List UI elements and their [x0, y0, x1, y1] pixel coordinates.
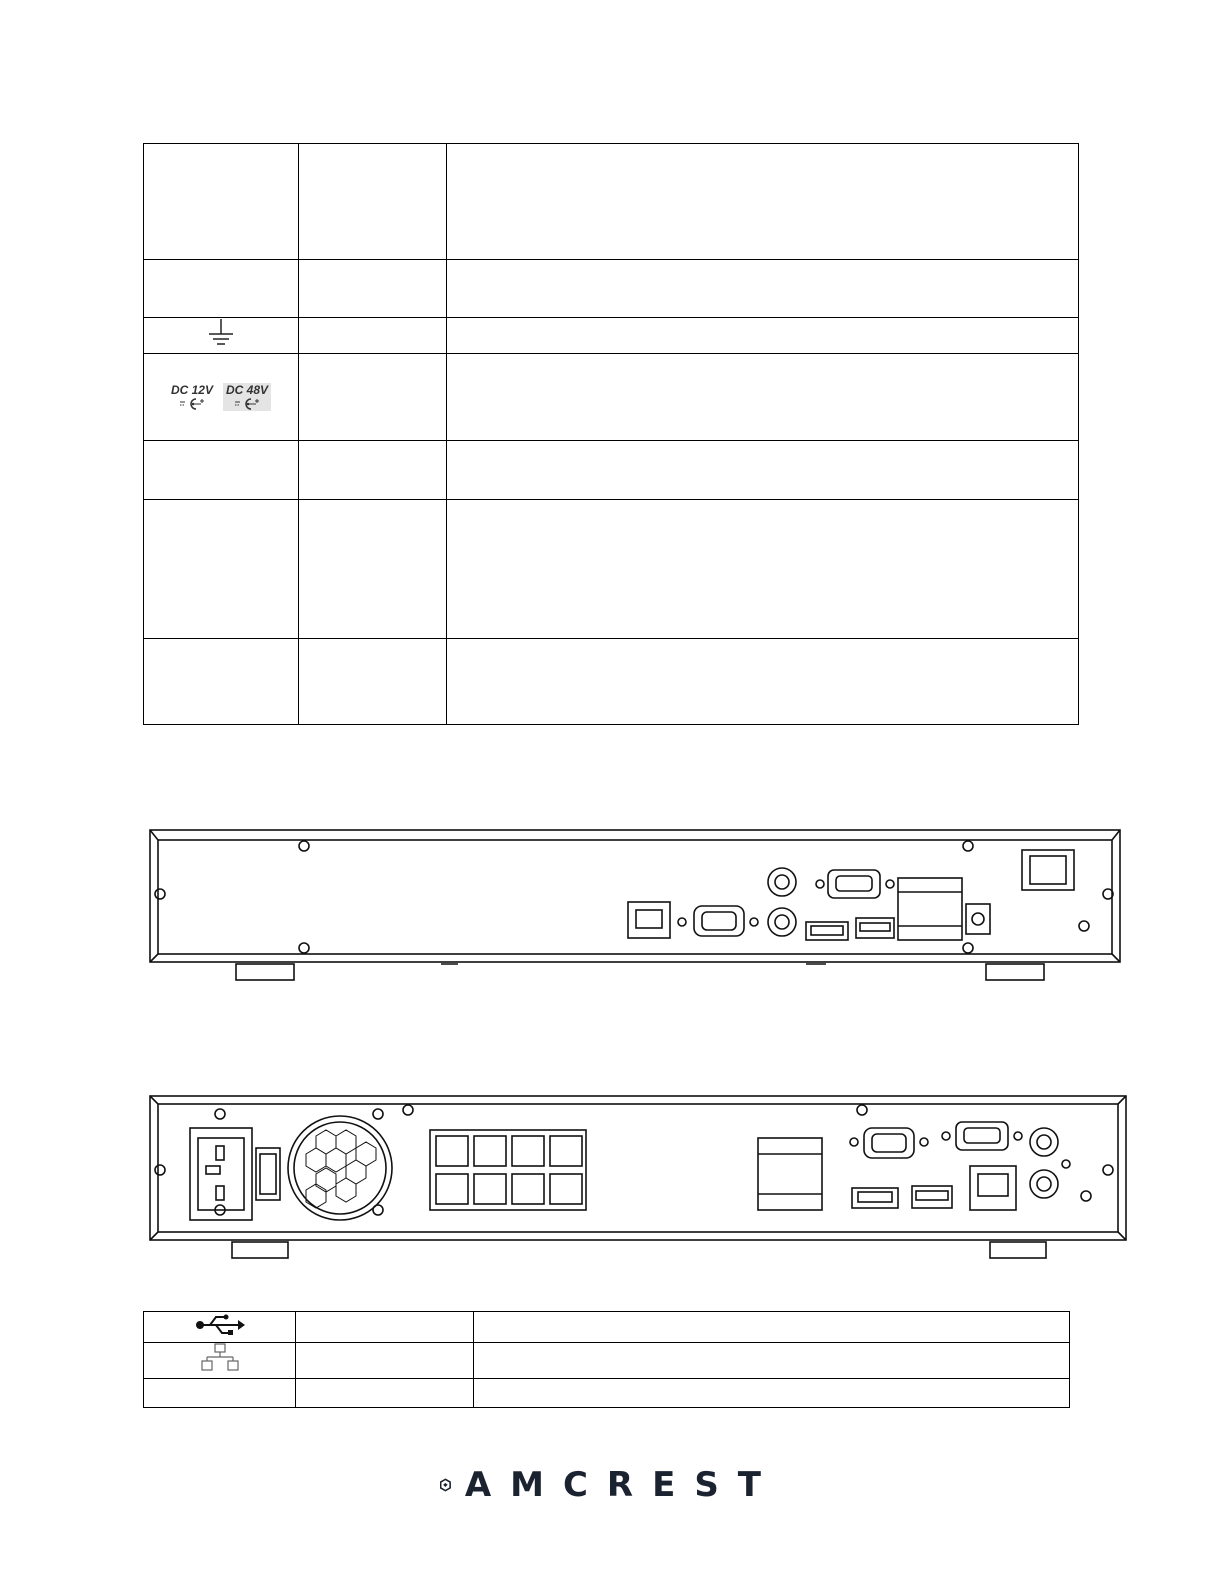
table-row — [144, 500, 1079, 639]
dc-polarity-icon — [177, 397, 207, 411]
nvr-rear-panel-icon — [146, 826, 1126, 988]
description-cell — [447, 318, 1079, 354]
table-row — [144, 318, 1079, 354]
table-row — [144, 144, 1079, 260]
symbol-cell — [144, 500, 299, 639]
description-cell — [447, 260, 1079, 318]
table-row — [144, 639, 1079, 725]
name-cell — [299, 639, 447, 725]
table-row — [144, 260, 1079, 318]
name-cell — [296, 1343, 474, 1379]
name-cell — [299, 318, 447, 354]
description-cell — [447, 500, 1079, 639]
symbol-cell — [144, 260, 299, 318]
description-cell — [474, 1312, 1070, 1343]
description-cell — [474, 1343, 1070, 1379]
symbol-cell — [144, 354, 299, 441]
table-row — [144, 1312, 1070, 1343]
dc-12v-label: DC 12V — [171, 383, 213, 411]
dc-power-icon — [144, 383, 298, 411]
amcrest-logo — [440, 1455, 780, 1515]
name-cell — [299, 441, 447, 500]
symbol-cell — [144, 318, 299, 354]
name-cell — [299, 500, 447, 639]
description-cell — [474, 1379, 1070, 1408]
description-cell — [447, 639, 1079, 725]
symbol-cell — [144, 1343, 296, 1379]
port-description-table — [143, 143, 1079, 725]
symbol-cell — [144, 639, 299, 725]
network-icon — [198, 1343, 242, 1373]
description-cell — [447, 354, 1079, 441]
nvr-poe-rear-panel-icon — [146, 1092, 1132, 1262]
table-row — [144, 1379, 1070, 1408]
symbol-cell — [144, 144, 299, 260]
name-cell — [299, 144, 447, 260]
table-row — [144, 354, 1079, 441]
description-cell — [447, 441, 1079, 500]
symbol-cell — [144, 1312, 296, 1343]
dc-polarity-icon — [232, 397, 262, 411]
ground-icon — [201, 318, 241, 348]
name-cell — [296, 1379, 474, 1408]
symbol-cell — [144, 1379, 296, 1408]
dc-48v-label: DC 48V — [223, 383, 271, 411]
logo-text: AMCREST — [464, 1465, 780, 1505]
name-cell — [296, 1312, 474, 1343]
table-row — [144, 441, 1079, 500]
table-row — [144, 1343, 1070, 1379]
amcrest-hexagon-icon — [440, 1458, 451, 1512]
symbol-cell — [144, 441, 299, 500]
usb-icon — [194, 1314, 246, 1336]
name-cell — [299, 260, 447, 318]
description-cell — [447, 144, 1079, 260]
port-symbol-table — [143, 1311, 1070, 1408]
name-cell — [299, 354, 447, 441]
